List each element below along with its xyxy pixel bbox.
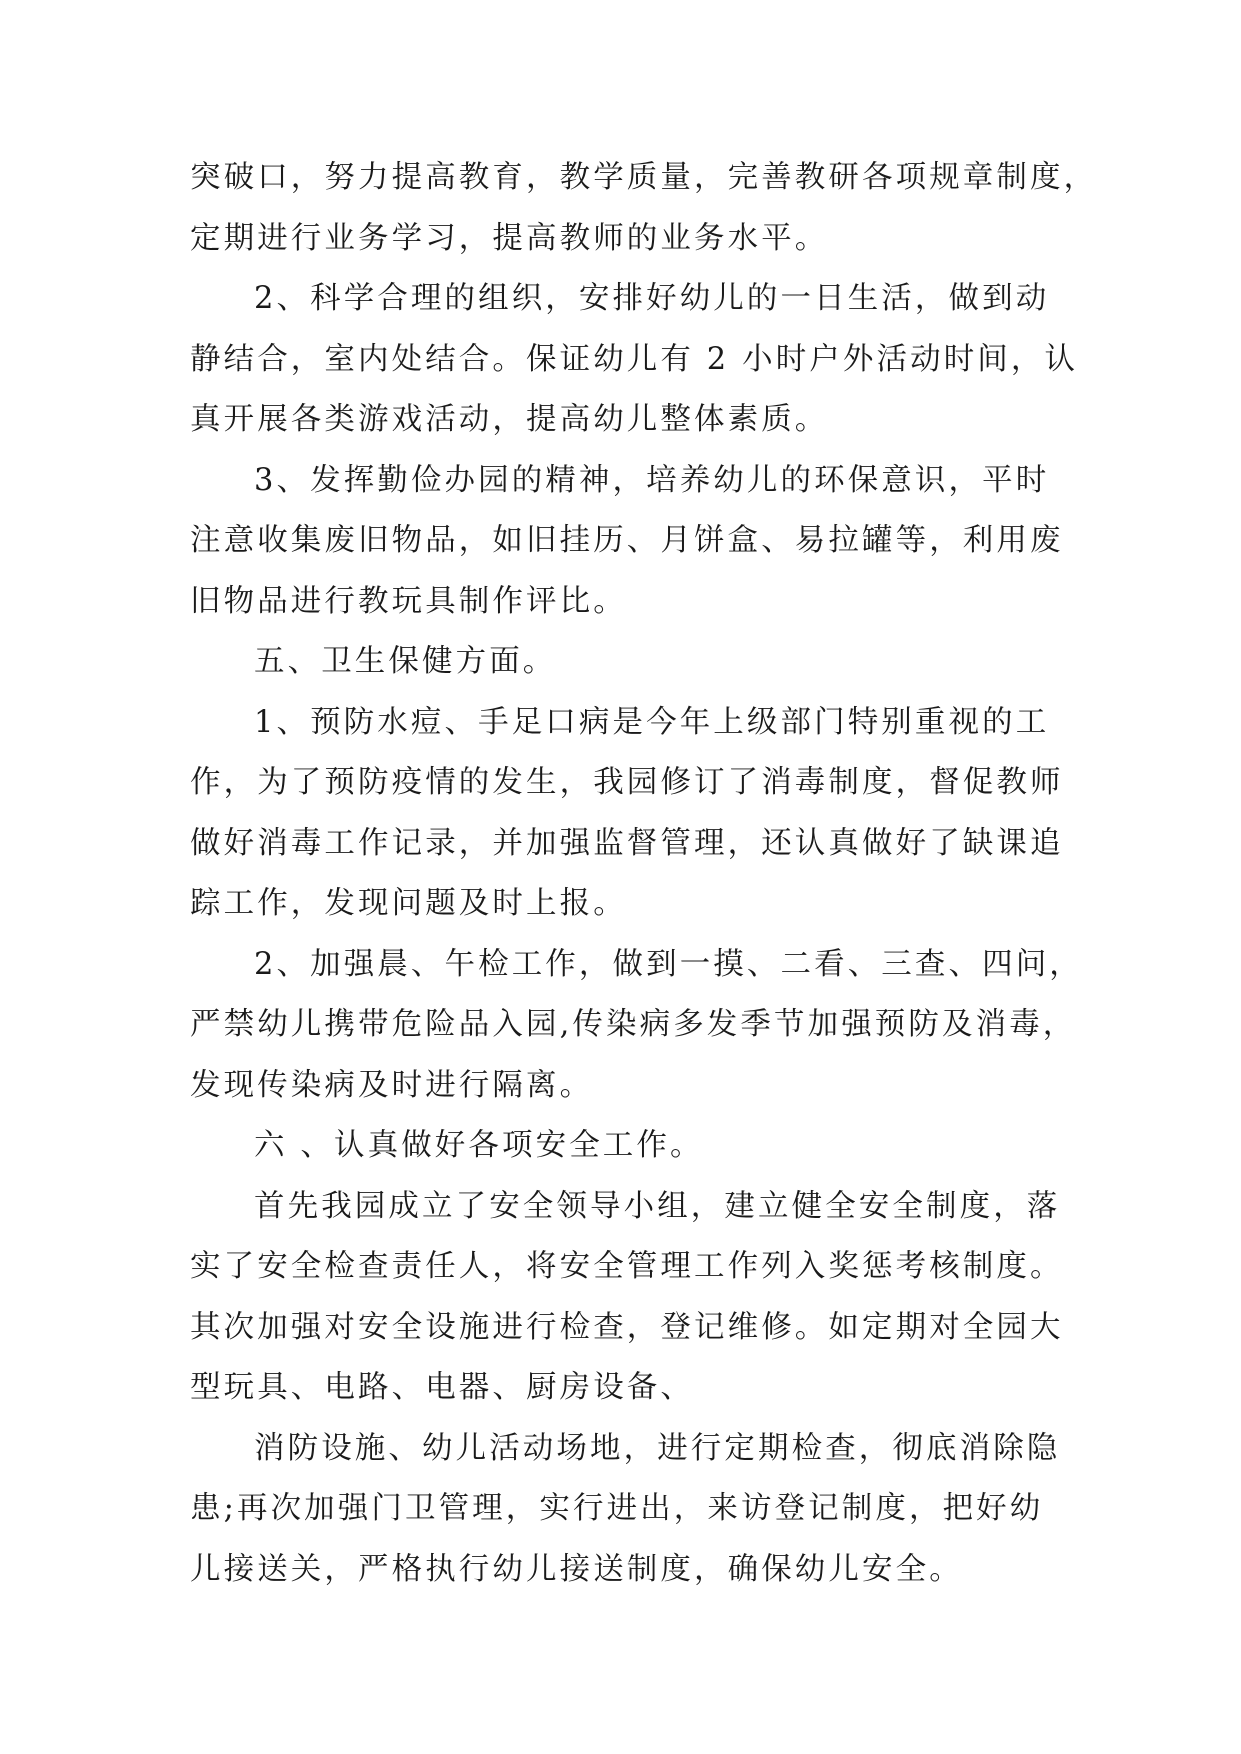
text-line-19: 实了安全检查责任人，将安全管理工作列入奖惩考核制度。 bbox=[190, 1249, 1064, 1284]
text-line-8: 旧物品进行教玩具制作评比。 bbox=[190, 583, 627, 619]
text-line-11: 作，为了预防疫情的发生，我园修订了消毒制度，督促教师 bbox=[190, 765, 1064, 800]
text-line-7: 注意收集废旧物品，如旧挂历、月饼盒、易拉罐等，利用废 bbox=[190, 523, 1064, 558]
text-line-22: 消防设施、幼儿活动场地，进行定期检查，彻底消除隐 bbox=[254, 1430, 1061, 1466]
text-line-14: 2、加强晨、午检工作，做到一摸、二看、三查、四问， bbox=[254, 946, 1083, 982]
text-line-18: 首先我园成立了安全领导小组，建立健全安全制度，落 bbox=[254, 1188, 1061, 1224]
text-line-12: 做好消毒工作记录，并加强监督管理，还认真做好了缺课追 bbox=[190, 825, 1064, 861]
text-line-16: 发现传染病及时进行隔离。 bbox=[190, 1067, 594, 1103]
text-line-1: 突破口，努力提高教育，教学质量，完善教研各项规章制度， bbox=[190, 160, 1098, 195]
text-line-4: 静结合，室内处结合。保证幼儿有 2 小时户外活动时间，认 bbox=[190, 341, 1079, 377]
text-line-24: 儿接送关，严格执行幼儿接送制度，确保幼儿安全。 bbox=[190, 1551, 963, 1587]
section-heading-6: 六 、认真做好各项安全工作。 bbox=[254, 1128, 704, 1163]
text-line-10: 1、预防水痘、手足口病是今年上级部门特别重视的工 bbox=[254, 704, 1050, 740]
text-line-2: 定期进行业务学习，提高教师的业务水平。 bbox=[190, 220, 829, 256]
text-line-5: 真开展各类游戏活动，提高幼儿整体素质。 bbox=[190, 402, 829, 437]
text-line-20: 其次加强对安全设施进行检查，登记维修。如定期对全园大 bbox=[190, 1309, 1064, 1345]
document-body bbox=[190, 148, 1098, 1600]
text-line-3: 2、科学合理的组织，安排好幼儿的一日生活，做到动 bbox=[254, 281, 1050, 316]
text-line-13: 踪工作，发现问题及时上报。 bbox=[190, 886, 627, 921]
section-heading-5: 五、卫生保健方面。 bbox=[254, 644, 557, 679]
text-line-15: 严禁幼儿携带危险品入园,传染病多发季节加强预防及消毒， bbox=[190, 1007, 1077, 1042]
text-line-23: 患;再次加强门卫管理，实行进出，来访登记制度，把好幼 bbox=[190, 1491, 1044, 1526]
text-line-6: 3、发挥勤俭办园的精神，培养幼儿的环保意识，平时 bbox=[254, 462, 1050, 498]
text-line-21: 型玩具、电路、电器、厨房设备、 bbox=[190, 1370, 694, 1405]
